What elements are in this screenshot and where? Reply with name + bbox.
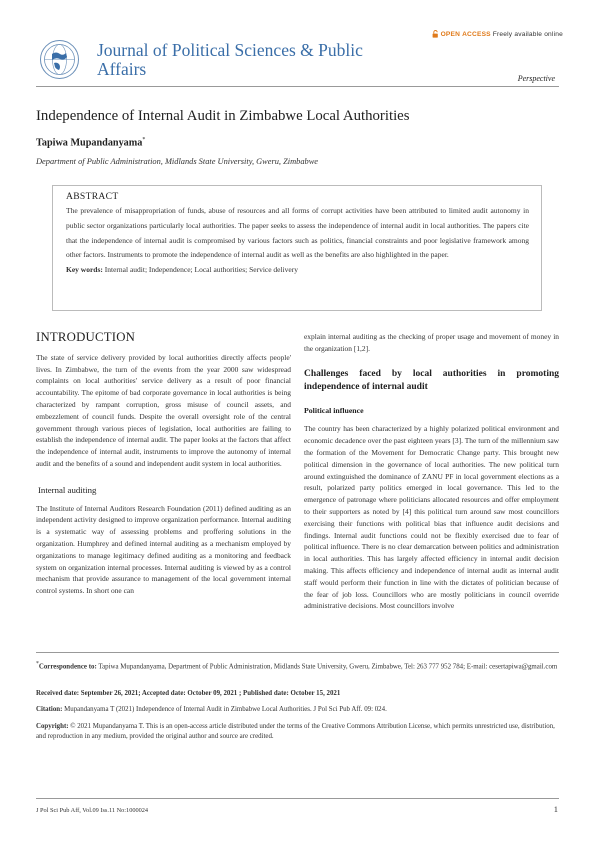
- copyright-text: © 2021 Mupandanyama T. This is an open-access article distributed under the terms of the Creative Commons Attribution License, which permits unrestricted use, distribution, and reproduction in any medium, provided the original author and source are credited.: [36, 723, 555, 741]
- challenges-heading: Challenges faced by local authorities in promoting independence of internal audit: [304, 368, 559, 392]
- open-label: OPEN: [440, 30, 461, 38]
- abstract-text: The prevalence of misappropriation of funds, abuse of resources and all forms of corrupt activities have been attributed to limited audit autonomy in public sector organizations particularly local authorities. The paper seeks to assess the independence of internal audit in local authorities. The papers cite that the independence of internal audit is compromised by various factors such as politics, financial constraints and poor legislative framework among other factors. Instruments to promote the independence of internal audit as well as the benefits are also highlighted in the paper.: [66, 206, 529, 260]
- right-column: [304, 331, 559, 612]
- correspondence-note: [36, 659, 559, 673]
- abstract-heading: ABSTRACT: [66, 191, 119, 202]
- keywords: [66, 263, 529, 276]
- dates-note: [36, 689, 559, 699]
- introduction-paragraph: The state of service delivery provided by local authorities directly affects people' lives. In Zimbabwe, the turn of the events from the year 2000 saw widespread complaints on local authorities' service delivery as a result of poor financial accountability. The epitome of bad corporate governance in local authorities is being characterized by rampant corruption, gross misuse of council assets, and embezzlement of council funds. Despite the overall oversight role of the central government through various pieces of legislation, local authorities are failing to establish the independence of internal audit. The paper looks at the factors that affect the independence of internal audit, instruments to improve the autonomy of internal audit and the benefits of a sound and independent audit system in local authorities.: [36, 352, 291, 468]
- correspondence-label: Correspondence to:: [38, 663, 97, 671]
- keywords-text: Internal audit; Independence; Local authorities; Service delivery: [102, 265, 299, 275]
- abstract-box: [52, 185, 542, 311]
- journal-title-line2: Affairs: [97, 59, 147, 79]
- affiliation: Department of Public Administration, Midlands State University, Gweru, Zimbabwe: [36, 157, 319, 166]
- copyright-note: [36, 722, 559, 743]
- author-name: [36, 137, 145, 148]
- open-access-badge: [432, 30, 563, 38]
- header-divider: [36, 86, 559, 87]
- political-influence-heading: Political influence: [304, 405, 364, 415]
- continued-paragraph: explain internal auditing as the checking of proper usage and movement of money in the organization [1,2].: [304, 332, 559, 353]
- journal-logo: [40, 40, 79, 79]
- paper-title: Independence of Internal Audit in Zimbabwe Local Authorities: [36, 108, 410, 124]
- journal-title: [97, 41, 397, 79]
- journal-reference: J Pol Sci Pub Aff, Vol.09 Iss.11 No:1000024: [36, 807, 149, 814]
- citation-note: [36, 705, 559, 715]
- political-influence-paragraph: The country has been characterized by a highly polarized political environment and economic decadence over the past eighteen years [3]. The turn of the millennium saw the formation of the Movement for Democratic Change party. This brought new political dimension in the governance of local authorities. The new political turn around extinguished the dominance of ZANU PF in local government elections as a result, polarized party politics emerged in local governance. This led to the emergence of patronage where politicians allocated resources and offer employment to their supporters as noted by [4] this political turn around saw most councillors exercising their functions with political bias that influence audit decisions and findings. Internal audit functions could not be flexibly exercised due to fear of political influence. There is no clear demarcation between politics and administration in local authorities. This has largely affected efficiency in internal audit decision making. This affects efficiency and independence of internal audit as internal audit staff would perform their function in line with the dictates of politician because of the fear of job loss. Councillors who are mostly politicians in council override administrative decisions. Most councillors involve: [304, 424, 559, 611]
- article-type: Perspective: [517, 74, 555, 83]
- footer-divider: [36, 798, 559, 799]
- internal-auditing-paragraph: The Institute of Internal Auditors Research Foundation (2011) defined auditing as an independent activity designed to improve organization performance. Internal auditing is a systematic way of assessing problems and proffering solutions in the organization. Humphrey and defined internal auditing as a mechanism employed by organizations to manage legitimacy defined auditing as a monitoring and feedback system on organization internal processes. Internal auditing is viewed by as a control mechanism that provide assurance to management of the local government internal control systems. In short one can: [36, 503, 291, 596]
- globe-icon: [41, 41, 78, 78]
- keywords-label: Key words:: [66, 265, 103, 275]
- internal-auditing-heading: Internal auditing: [38, 484, 97, 495]
- author-mark: *: [142, 137, 146, 143]
- author-text: Tapiwa Mupandanyama: [36, 137, 143, 149]
- citation-text: Mupandanyama T (2021) Independence of Internal Audit in Zimbabwe Local Authorities. J Pol Sci Pub Aff. 09: 024.: [62, 706, 387, 713]
- copyright-label: Copyright:: [36, 723, 69, 730]
- correspondence-text: Tapiwa Mupandanyama, Department of Public Administration, Midlands State University, Gweru, Zimbabwe, Tel: 263 777 952 784; E-mail: cesertapiwa@gmail.com: [96, 663, 558, 671]
- access-label: ACCESS: [462, 30, 491, 38]
- footnote-divider: [36, 652, 559, 653]
- citation-label: Citation:: [36, 706, 63, 713]
- introduction-heading: INTRODUCTION: [36, 330, 136, 344]
- correspondence-mark: *: [36, 661, 39, 667]
- open-lock-icon: [432, 30, 439, 38]
- left-column: [36, 332, 291, 597]
- journal-title-line1: Journal of Political Sciences & Public: [97, 40, 363, 60]
- freely-available-label: Freely available online: [492, 30, 563, 38]
- page-number: 1: [553, 804, 558, 814]
- dates-text: Received date: September 26, 2021; Accepted date: October 09, 2021 ; Published date: October 15, 2021: [36, 690, 341, 697]
